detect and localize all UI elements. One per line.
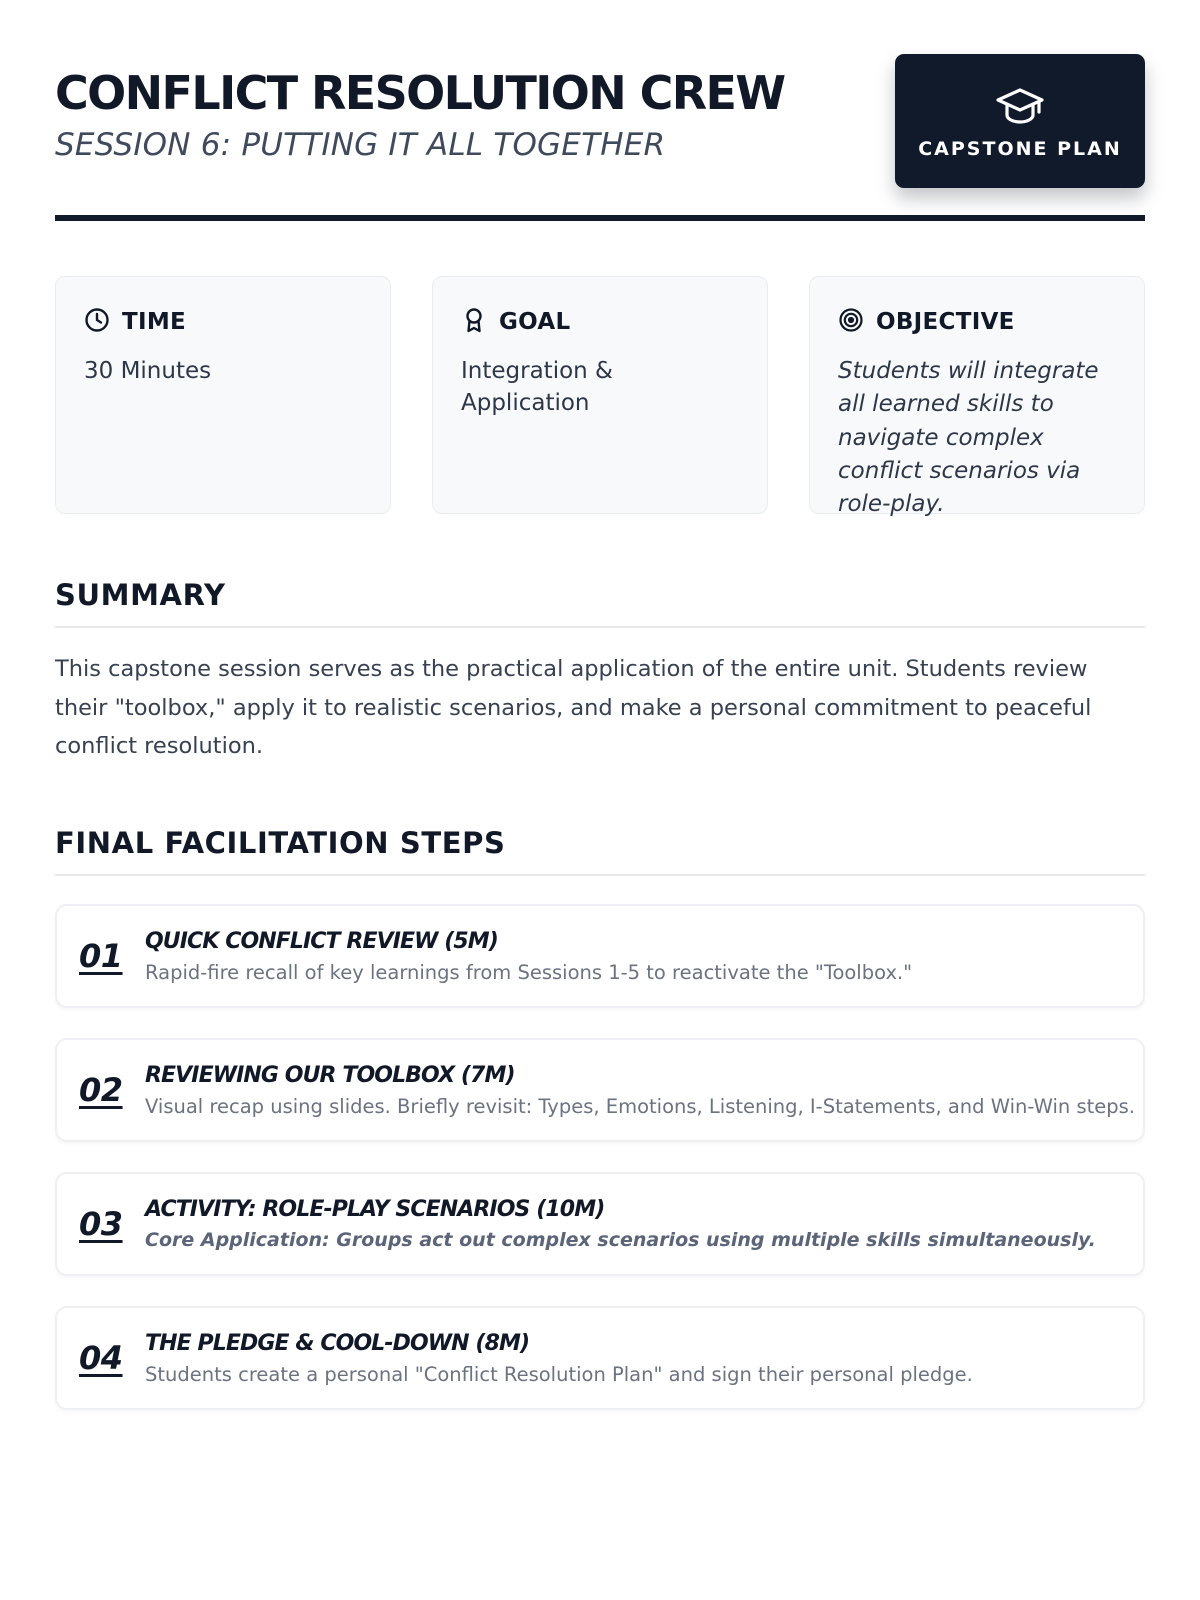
step-card <box>55 1038 1145 1142</box>
target-icon <box>838 307 864 337</box>
header <box>55 54 1145 222</box>
step-description: Students create a personal "Conflict Resolution Plan" and sign their personal pledge. <box>145 1362 973 1386</box>
step-title: REVIEWING OUR TOOLBOX (7M) <box>145 1062 515 1088</box>
steps-list <box>55 904 1145 1410</box>
step-title: ACTIVITY: ROLE-PLAY SCENARIOS (10M) <box>145 1197 605 1223</box>
step-number: 04 <box>79 1339 123 1378</box>
page-title: CONFLICT RESOLUTION CREW <box>55 66 785 120</box>
summary-heading: SUMMARY <box>55 578 1145 628</box>
steps-heading: FINAL FACILITATION STEPS <box>55 826 1145 876</box>
capstone-plan-badge <box>895 54 1145 188</box>
step-description: Rapid-fire recall of key learnings from Sessions 1-5 to reactivate the "Toolbox." <box>145 960 913 984</box>
step-description: Visual recap using slides. Briefly revisit: Types, Emotions, Listening, I-Statements, and Win-Win steps. <box>145 1094 1135 1118</box>
step-number: 01 <box>79 937 123 976</box>
card-value: Students will integrate all learned skills to navigate complex conflict scenarios via role-play. <box>838 358 1099 518</box>
time-card <box>55 276 391 514</box>
summary-text: This capstone session serves as the practical application of the entire unit. Students review their "toolbox," apply it to realistic scenarios, and make a personal commitment to peaceful conflict resolution. <box>55 656 1092 760</box>
card-value: 30 Minutes <box>84 358 212 384</box>
summary-section <box>55 578 1145 766</box>
award-ribbon-icon <box>461 307 487 337</box>
card-title: GOAL <box>499 309 571 335</box>
card-value: Integration & Application <box>461 358 613 417</box>
card-title: OBJECTIVE <box>876 309 1015 335</box>
card-title: TIME <box>122 309 187 335</box>
step-description: Core Application: Groups act out complex scenarios using multiple skills simultaneously. <box>145 1229 1096 1252</box>
step-card <box>55 1306 1145 1410</box>
header-divider <box>55 215 1145 221</box>
clock-icon <box>84 307 110 337</box>
step-number: 03 <box>79 1205 123 1244</box>
graduation-cap-icon <box>995 82 1045 130</box>
step-number: 02 <box>79 1071 123 1110</box>
goal-card <box>432 276 768 514</box>
step-title: QUICK CONFLICT REVIEW (5M) <box>145 928 498 954</box>
step-title: THE PLEDGE & COOL-DOWN (8M) <box>145 1330 530 1356</box>
facilitation-steps-section <box>55 826 1145 1410</box>
info-cards <box>55 276 1145 518</box>
badge-label: CAPSTONE PLAN <box>918 138 1122 160</box>
step-card <box>55 904 1145 1008</box>
objective-card <box>809 276 1145 518</box>
step-card <box>55 1172 1145 1276</box>
session-subtitle: SESSION 6: PUTTING IT ALL TOGETHER <box>55 127 666 163</box>
